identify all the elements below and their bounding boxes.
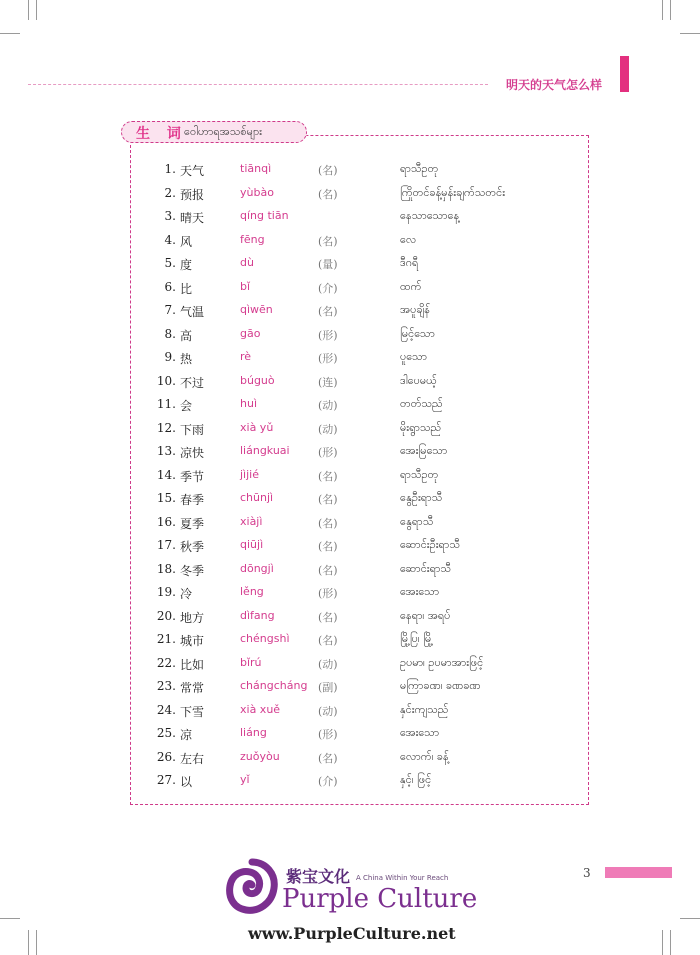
vocab-row — [0, 421, 700, 445]
vocab-hanzi: 天气 — [180, 164, 205, 178]
vocab-part-of-speech: (动) — [318, 399, 338, 412]
vocab-part-of-speech: (介) — [318, 775, 338, 788]
vocab-part-of-speech: (形) — [318, 352, 338, 365]
vocab-burmese: နွေရာသီ — [400, 514, 434, 528]
vocab-number: 16. — [156, 514, 176, 529]
vocab-hanzi: 凉 — [180, 728, 193, 742]
vocab-part-of-speech: (连) — [318, 375, 338, 389]
vocab-row — [0, 350, 700, 374]
vocab-pinyin: bǐ — [240, 279, 251, 293]
logo-name: Purple Culture — [282, 884, 478, 914]
vocab-burmese: ဆောင်းဦးရာသီ — [400, 538, 460, 551]
vocab-number: 18. — [156, 561, 176, 576]
crop-mark — [28, 0, 29, 20]
logo-url: www.PurpleCulture.net — [248, 924, 456, 943]
vocab-part-of-speech: (名) — [318, 234, 338, 248]
vocab-burmese: ရာသီဥတု — [400, 162, 439, 175]
logo-chinese-name: 紫宝文化 — [286, 867, 351, 886]
vocab-row — [0, 209, 700, 233]
vocab-pinyin: dōngjì — [240, 561, 274, 575]
vocab-pinyin: xià yǔ — [240, 420, 274, 434]
vocab-row — [0, 515, 700, 539]
vocab-hanzi: 预报 — [180, 187, 205, 202]
vocab-hanzi: 春季 — [180, 493, 205, 507]
vocab-burmese: ဥပမာ၊ ဥပမာအားဖြင့် — [400, 655, 484, 669]
vocab-hanzi: 夏季 — [180, 516, 205, 531]
vocab-pinyin: xià xuě — [240, 702, 281, 716]
vocab-number: 25. — [156, 726, 176, 740]
vocab-row — [0, 703, 700, 727]
crop-mark — [0, 918, 20, 919]
vocab-pinyin: búguò — [240, 373, 275, 387]
vocab-pinyin: chéngshì — [240, 632, 290, 645]
vocab-pinyin: qiūjì — [240, 538, 264, 551]
vocab-burmese: နေရာ၊ အရပ် — [400, 608, 451, 622]
vocab-row — [0, 679, 700, 703]
header-divider — [28, 84, 488, 85]
vocab-hanzi: 比 — [180, 281, 193, 296]
vocab-part-of-speech: (形) — [318, 328, 338, 342]
crop-mark — [670, 0, 671, 20]
vocab-number: 7. — [164, 303, 176, 317]
vocab-pinyin: zuǒyòu — [240, 749, 280, 763]
crop-mark — [680, 33, 700, 34]
vocab-part-of-speech: (形) — [318, 587, 338, 600]
vocab-part-of-speech: (名) — [318, 305, 338, 318]
vocab-pinyin: liáng — [240, 726, 267, 739]
vocab-burmese: တတ်သည် — [400, 397, 443, 410]
vocab-pinyin: tiānqì — [240, 162, 272, 175]
vocab-hanzi: 不过 — [180, 375, 205, 390]
vocab-burmese: နွေဦးရာသီ — [400, 491, 443, 504]
vocab-part-of-speech: (动) — [318, 422, 338, 436]
vocab-hanzi: 冷 — [180, 587, 193, 601]
vocab-pinyin: chūnjì — [240, 491, 274, 504]
vocab-part-of-speech: (形) — [318, 446, 338, 459]
vocab-row — [0, 585, 700, 609]
vocab-burmese: နှင့်၊ ဖြင့် — [400, 773, 432, 786]
vocab-part-of-speech: (量) — [318, 258, 338, 271]
vocab-pinyin: fēng — [240, 232, 265, 246]
vocab-hanzi: 高 — [180, 328, 193, 343]
vocab-number: 2. — [164, 185, 176, 200]
vocab-hanzi: 秋季 — [180, 540, 205, 554]
vocab-hanzi: 会 — [180, 399, 193, 413]
vocab-pinyin: yùbào — [240, 185, 274, 199]
vocab-number: 5. — [164, 256, 176, 270]
vocab-hanzi: 晴天 — [180, 211, 205, 225]
vocab-number: 20. — [156, 608, 176, 623]
vocab-number: 27. — [156, 773, 176, 787]
vocab-burmese: ဒီဂရီ — [400, 256, 419, 269]
vocab-part-of-speech: (名) — [318, 187, 338, 201]
vocab-row — [0, 656, 700, 680]
vocab-burmese: မိုးရွာသည် — [400, 420, 442, 434]
vocab-hanzi: 左右 — [180, 751, 205, 766]
vocab-burmese: ဆောင်းရာသီ — [400, 561, 452, 575]
vocab-hanzi: 城市 — [180, 634, 205, 648]
vocab-burmese: အပူချိန် — [400, 303, 430, 316]
vocab-row — [0, 468, 700, 492]
vocab-pinyin: liángkuai — [240, 444, 290, 457]
crop-mark — [0, 33, 20, 34]
crop-mark — [36, 0, 37, 20]
vocab-burmese: နေသာသောနေ့ — [400, 209, 460, 222]
crop-mark — [36, 930, 37, 955]
vocab-burmese: ဒါပေမယ့် — [400, 373, 437, 387]
vocab-pinyin: jìjié — [240, 467, 259, 481]
purple-culture-logo-icon — [226, 858, 278, 916]
vocab-row — [0, 632, 700, 656]
vocab-row — [0, 374, 700, 398]
vocab-number: 24. — [156, 702, 176, 717]
header-accent-bar — [620, 56, 629, 92]
logo-tagline: A China Within Your Reach — [356, 874, 449, 882]
vocab-part-of-speech: (名) — [318, 516, 338, 530]
vocab-number: 12. — [156, 420, 176, 435]
vocab-number: 19. — [156, 585, 176, 599]
crop-mark — [670, 930, 671, 955]
vocab-pinyin: chángcháng — [240, 679, 308, 692]
vocab-hanzi: 下雨 — [180, 422, 205, 437]
vocab-number: 15. — [156, 491, 176, 505]
vocab-part-of-speech: (名) — [318, 540, 338, 553]
vocab-hanzi: 热 — [180, 352, 193, 366]
vocab-row — [0, 186, 700, 210]
crop-mark — [28, 930, 29, 955]
vocab-hanzi: 凉快 — [180, 446, 205, 460]
vocab-part-of-speech: (名) — [318, 751, 338, 765]
crop-mark — [662, 930, 663, 955]
vocab-number: 26. — [156, 749, 176, 764]
vocab-number: 22. — [156, 655, 176, 670]
vocab-part-of-speech: (动) — [318, 704, 338, 718]
vocab-burmese: မြင့်သော — [400, 326, 435, 340]
vocab-pinyin: dù — [240, 256, 254, 269]
vocab-part-of-speech: (名) — [318, 563, 338, 577]
vocab-pinyin: yǐ — [240, 773, 250, 786]
vocab-part-of-speech: (副) — [318, 681, 338, 694]
vocab-number: 17. — [156, 538, 176, 552]
vocab-row — [0, 491, 700, 515]
vocab-pinyin: lěng — [240, 585, 264, 598]
vocab-burmese: လေ — [400, 232, 417, 246]
vocab-row — [0, 444, 700, 468]
vocab-burmese: လောက်၊ ခန့် — [400, 749, 449, 763]
vocab-burmese: ရာသီဥတု — [400, 467, 439, 481]
vocab-hanzi: 冬季 — [180, 563, 205, 578]
vocab-burmese: အေးသော — [400, 726, 440, 739]
vocab-part-of-speech: (名) — [318, 469, 338, 483]
vocab-pinyin: xiàjì — [240, 514, 263, 528]
footer-accent-bar — [605, 867, 672, 878]
vocab-pinyin: bǐrú — [240, 655, 262, 669]
vocab-number: 10. — [156, 373, 176, 388]
page-number: 3 — [583, 866, 591, 880]
vocab-pinyin: gāo — [240, 326, 261, 340]
vocab-burmese: ထက် — [400, 279, 422, 293]
vocabulary-list — [0, 162, 700, 797]
vocab-hanzi: 比如 — [180, 657, 205, 672]
vocab-row — [0, 773, 700, 797]
vocab-part-of-speech: (名) — [318, 610, 338, 624]
vocab-row — [0, 162, 700, 186]
vocab-row — [0, 327, 700, 351]
vocab-number: 4. — [164, 232, 176, 247]
vocab-row — [0, 256, 700, 280]
vocab-number: 23. — [156, 679, 176, 693]
vocab-part-of-speech: (名) — [318, 164, 338, 177]
vocab-number: 1. — [164, 162, 176, 176]
vocab-number: 3. — [164, 209, 176, 223]
vocab-burmese: အေးသော — [400, 585, 440, 598]
vocab-hanzi: 风 — [180, 234, 193, 249]
vocab-burmese: ပူသော — [400, 350, 427, 363]
vocab-burmese: မြို့ပြ၊ မြို့ — [400, 632, 434, 645]
vocab-number: 6. — [164, 279, 176, 294]
crop-mark — [680, 918, 700, 919]
vocab-burmese: နှင်းကျသည် — [400, 702, 449, 716]
vocab-burmese: အေးမြသော — [400, 444, 448, 457]
vocab-number: 21. — [156, 632, 176, 646]
vocab-row — [0, 397, 700, 421]
vocab-burmese: ကြိုတင်ခန့်မှန်းချက်သတင်း — [400, 185, 506, 199]
vocab-number: 9. — [164, 350, 176, 364]
vocab-number: 14. — [156, 467, 176, 482]
vocab-pinyin: huì — [240, 397, 257, 410]
vocab-number: 11. — [156, 397, 176, 411]
vocab-row — [0, 280, 700, 304]
vocab-pinyin: dìfang — [240, 608, 275, 622]
vocab-row — [0, 303, 700, 327]
vocab-hanzi: 地方 — [180, 610, 205, 625]
vocab-hanzi: 气温 — [180, 305, 205, 319]
chapter-title: 明天的天气怎么样 — [506, 78, 603, 92]
vocab-hanzi: 常常 — [180, 681, 205, 695]
vocab-pinyin: rè — [240, 350, 252, 363]
vocab-hanzi: 以 — [180, 775, 193, 789]
vocab-pinyin: qìwēn — [240, 303, 273, 316]
vocab-row — [0, 750, 700, 774]
vocab-pinyin: qíng tiān — [240, 209, 289, 222]
vocab-part-of-speech: (介) — [318, 281, 338, 295]
vocab-hanzi: 季节 — [180, 469, 205, 484]
vocab-hanzi: 下雪 — [180, 704, 205, 719]
vocab-row — [0, 609, 700, 633]
vocab-burmese: မကြာခဏ၊ ခဏခဏ — [400, 679, 481, 692]
vocab-hanzi: 度 — [180, 258, 193, 272]
vocab-part-of-speech: (动) — [318, 657, 338, 671]
vocab-row — [0, 233, 700, 257]
vocabulary-tag-chinese: 生 词 — [136, 126, 187, 142]
vocab-part-of-speech: (名) — [318, 634, 338, 647]
vocabulary-tag-burmese: ဝေါဟာရအသစ်များ — [184, 125, 262, 138]
vocab-part-of-speech: (名) — [318, 493, 338, 506]
vocab-number: 8. — [164, 326, 176, 341]
vocab-number: 13. — [156, 444, 176, 458]
vocab-row — [0, 538, 700, 562]
vocab-part-of-speech: (形) — [318, 728, 338, 741]
crop-mark — [662, 0, 663, 20]
vocabulary-tag — [121, 121, 307, 143]
vocab-row — [0, 562, 700, 586]
vocab-row — [0, 726, 700, 750]
